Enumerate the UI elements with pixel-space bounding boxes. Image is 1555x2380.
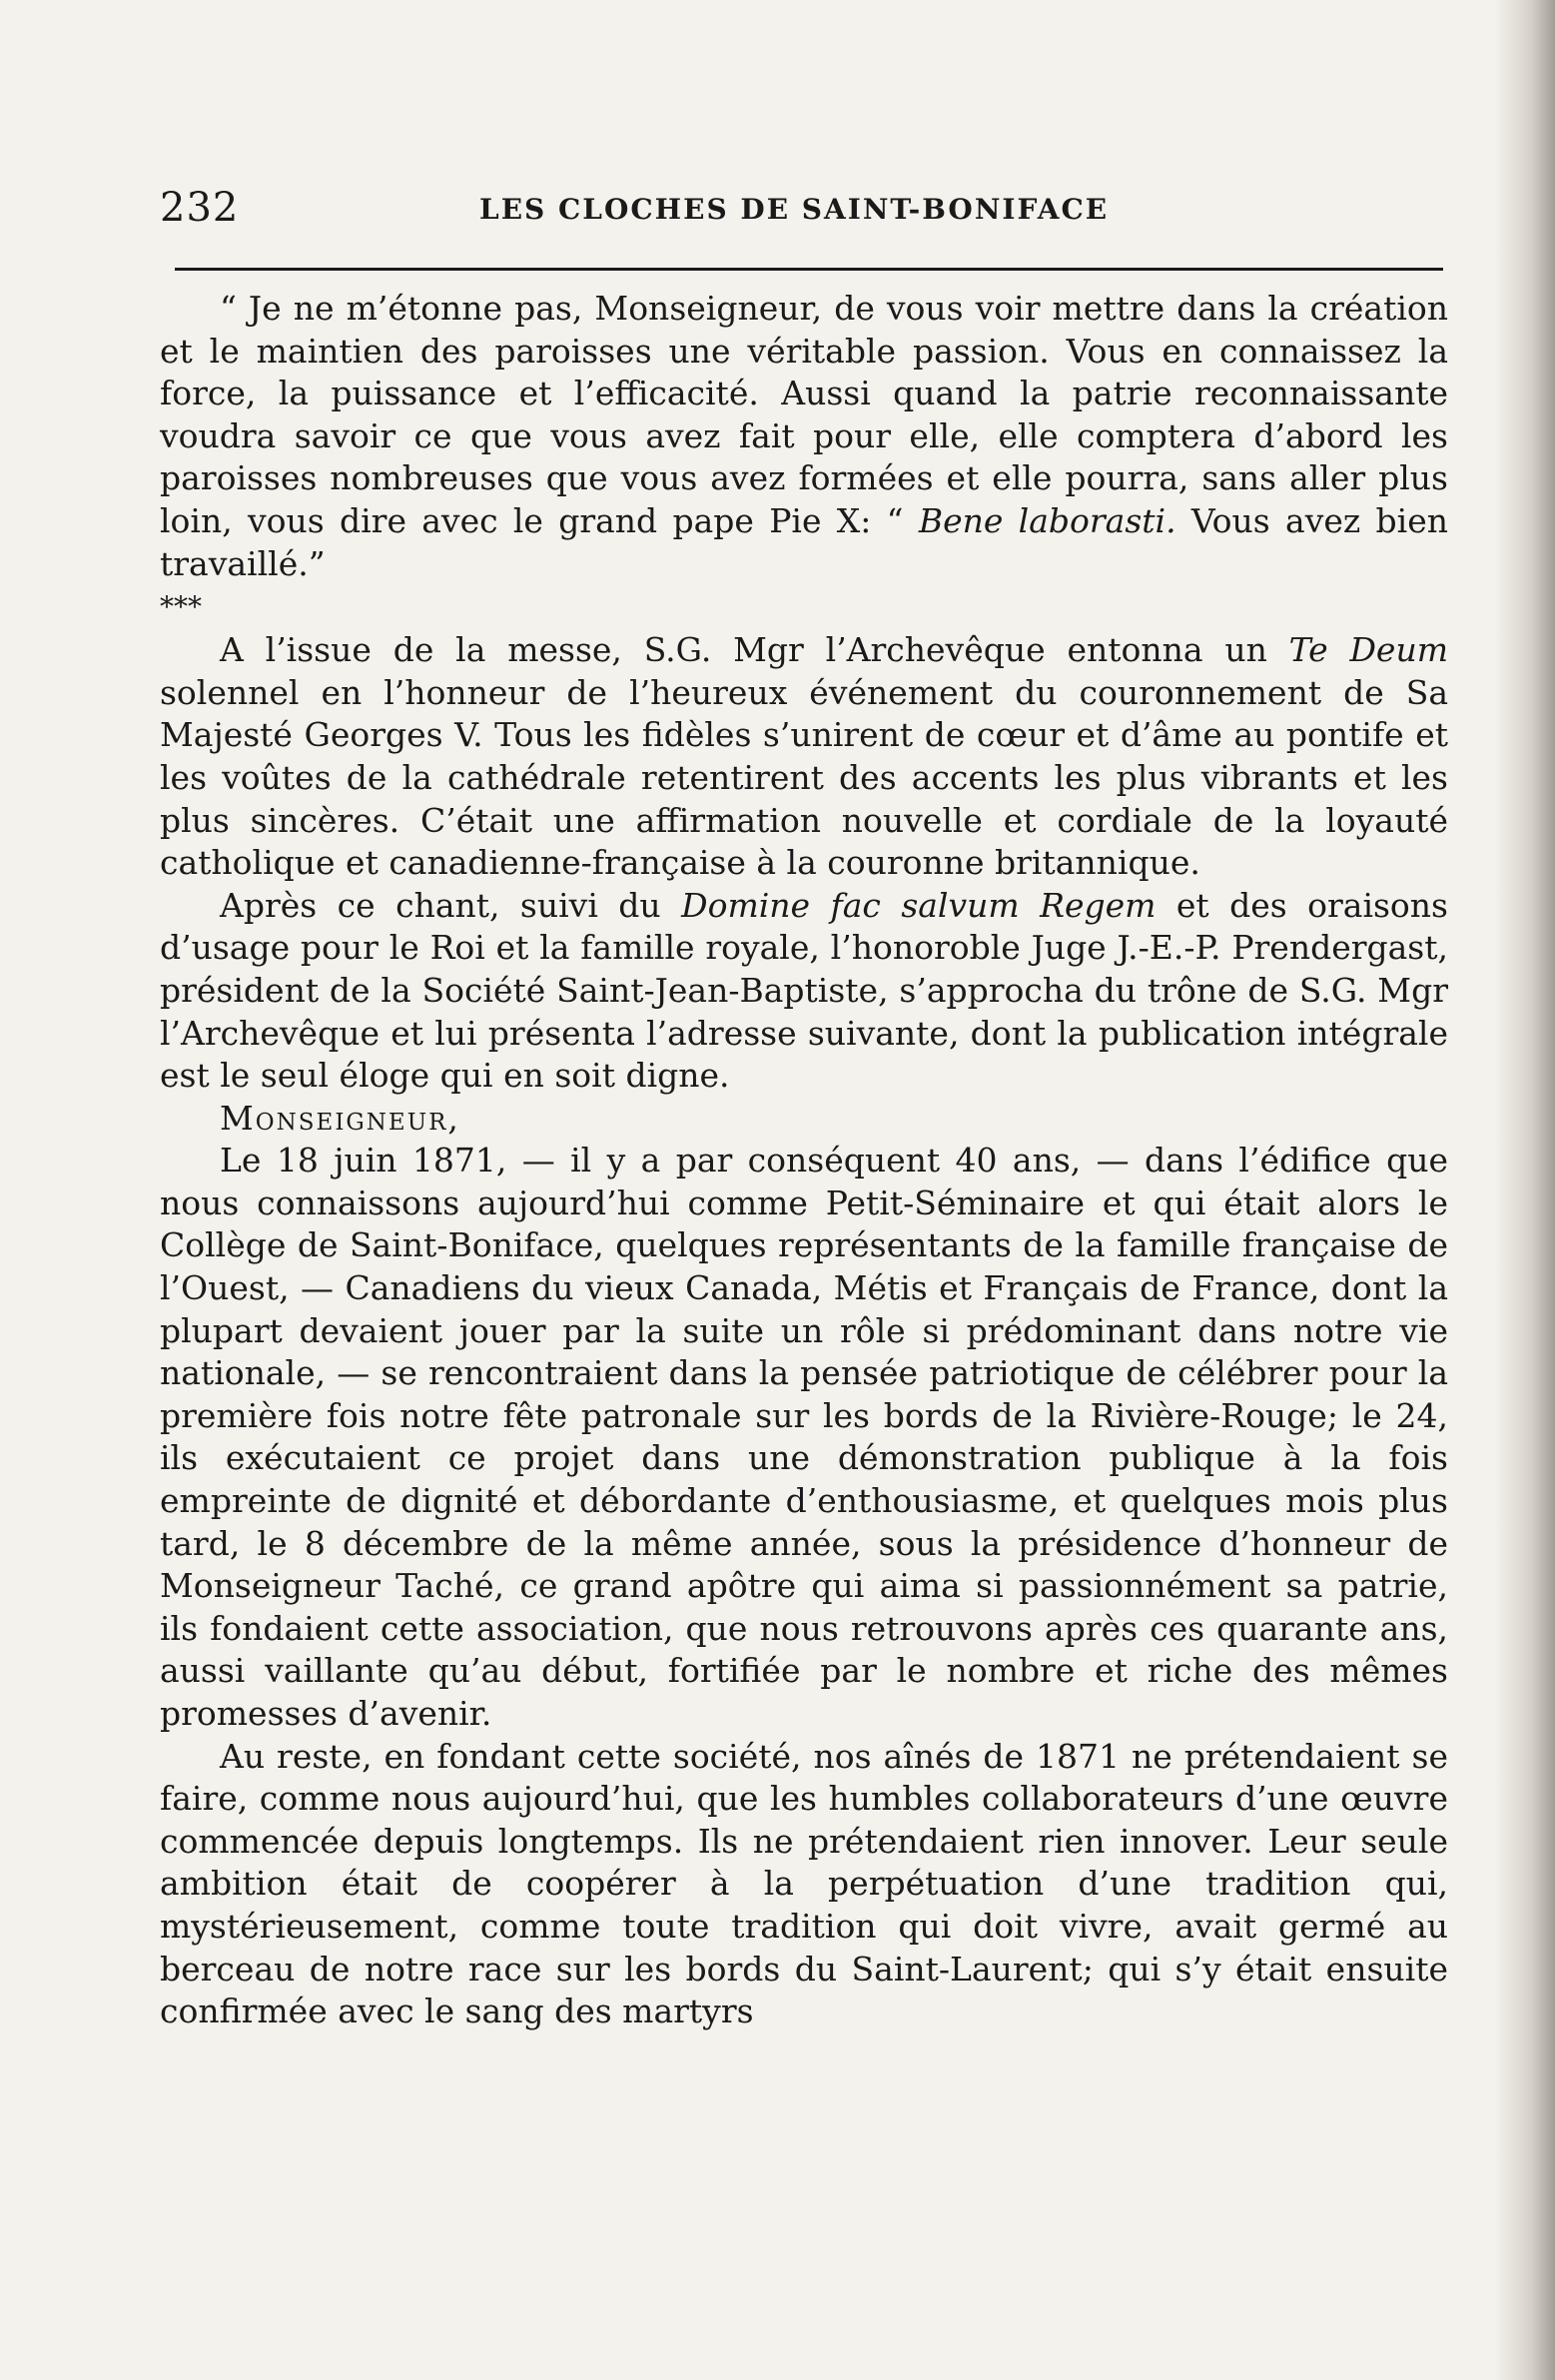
italic-phrase: Domine fac salvum Regem [681,885,1157,925]
asterism: *** [160,590,202,624]
text-run: Le 18 juin 1871, — il y a par conséquent 40 ans, — dans l’édifice que nous connaissons aujourd’hui comme Petit-Séminaire et qui était alors le Collège de Saint-Boniface, quelques représentants de la famille française de l’Ouest, — Canadiens du vieux Canada, Métis et Français de France, dont la plupart devaient jouer par la suite un rôle si prédominant dans notre vie nationale, — se rencontraient dans la pensée patriotique de célébrer pour la première fois notre fête patronale sur les bords de la Rivière-Rouge; le 24, ils exécutaient ce projet dans une démonstration publique à la fois empreinte de dignité et débordante d’enthousiasme, et quelques mois plus tard, le 8 décembre de la même année, sous la présidence d’honneur de Monseigneur Taché, ce grand apôtre qui aima si passionnément sa patrie, ils fondaient cette association, que nous retrouvons après ces quarante ans, aussi vaillante qu’au début, fortifiée par le nombre et riche des mêmes promesses d’avenir. [160,1141,1448,1733]
text-run: et des oraisons d’usage pour le Roi et la famille royale, l’honoroble Juge J.-E.-P. Prendergast, président de la Société Saint-Jean-Baptiste, s’approcha du trône de S.G. Mgr l’Archevêque et lui présenta l’adresse suivante, dont la publication intégrale est le seul éloge qui en soit digne. [160,885,1448,1096]
page-body [160,288,1448,2033]
text-run: Après ce chant, suivi du [220,885,682,925]
salutation: Monseigneur, [220,1098,460,1138]
paragraph-te-deum [160,629,1448,885]
header-rule [175,268,1443,271]
page-number: 232 [160,185,240,231]
running-title: LES CLOCHES DE SAINT-BONIFACE [479,193,1110,226]
page-header [160,185,1443,245]
italic-phrase: Bene laborasti. [918,500,1176,540]
text-run: Au reste, en fondant cette société, nos aînés de 1871 ne prétendaient se faire, comme nous aujourd’hui, que les humbles collaborateurs d’une œuvre commencée depuis longtemps. Ils ne prétendaient rien innover. Leur seule ambition était de coopérer à la perpétuation d’une tradition qui, mystérieusement, comme toute tradition qui doit vivre, avait germé au berceau de notre race sur les bords du Saint-Laurent; qui s’y était ensuite confirmée avec le sang des martyrs [160,1736,1448,2031]
paragraph-domine [160,885,1448,1098]
paragraph-au-reste [160,1736,1448,2033]
text-run: Vous avez bien travaillé.” [160,500,1448,583]
text-run: A l’issue de la messe, S.G. Mgr l’Archevêque entonna un [220,630,1289,670]
text-run: solennel en l’honneur de l’heureux événement du couronnement de Sa Majesté Georges V. Tous les fidèles s’unirent de cœur et d’âme au pontife et les voûtes de la cathédrale retentirent des accents les plus vibrants et les plus sincères. C’était une affirmation nouvelle et cordiale de la loyauté catholique et canadienne-française à la couronne britannique. [160,672,1448,883]
paragraph-quote [160,288,1448,585]
paragraph-1871 [160,1140,1448,1735]
page-edge-shadow [1495,0,1555,2380]
italic-phrase: Te Deum [1288,630,1448,670]
text-run: “ Je ne m’étonne pas, Monseigneur, de vous voir mettre dans la création et le maintien des paroisses une véritable passion. Vous en connaissez la force, la puissance et l’efficacité. Aussi quand la patrie reconnaissante voudra savoir ce que vous avez fait pour elle, elle comptera d’abord les paroisses nombreuses que vous avez formées et elle pourra, sans aller plus loin, vous dire avec le grand pape Pie X: “ [160,289,1448,540]
